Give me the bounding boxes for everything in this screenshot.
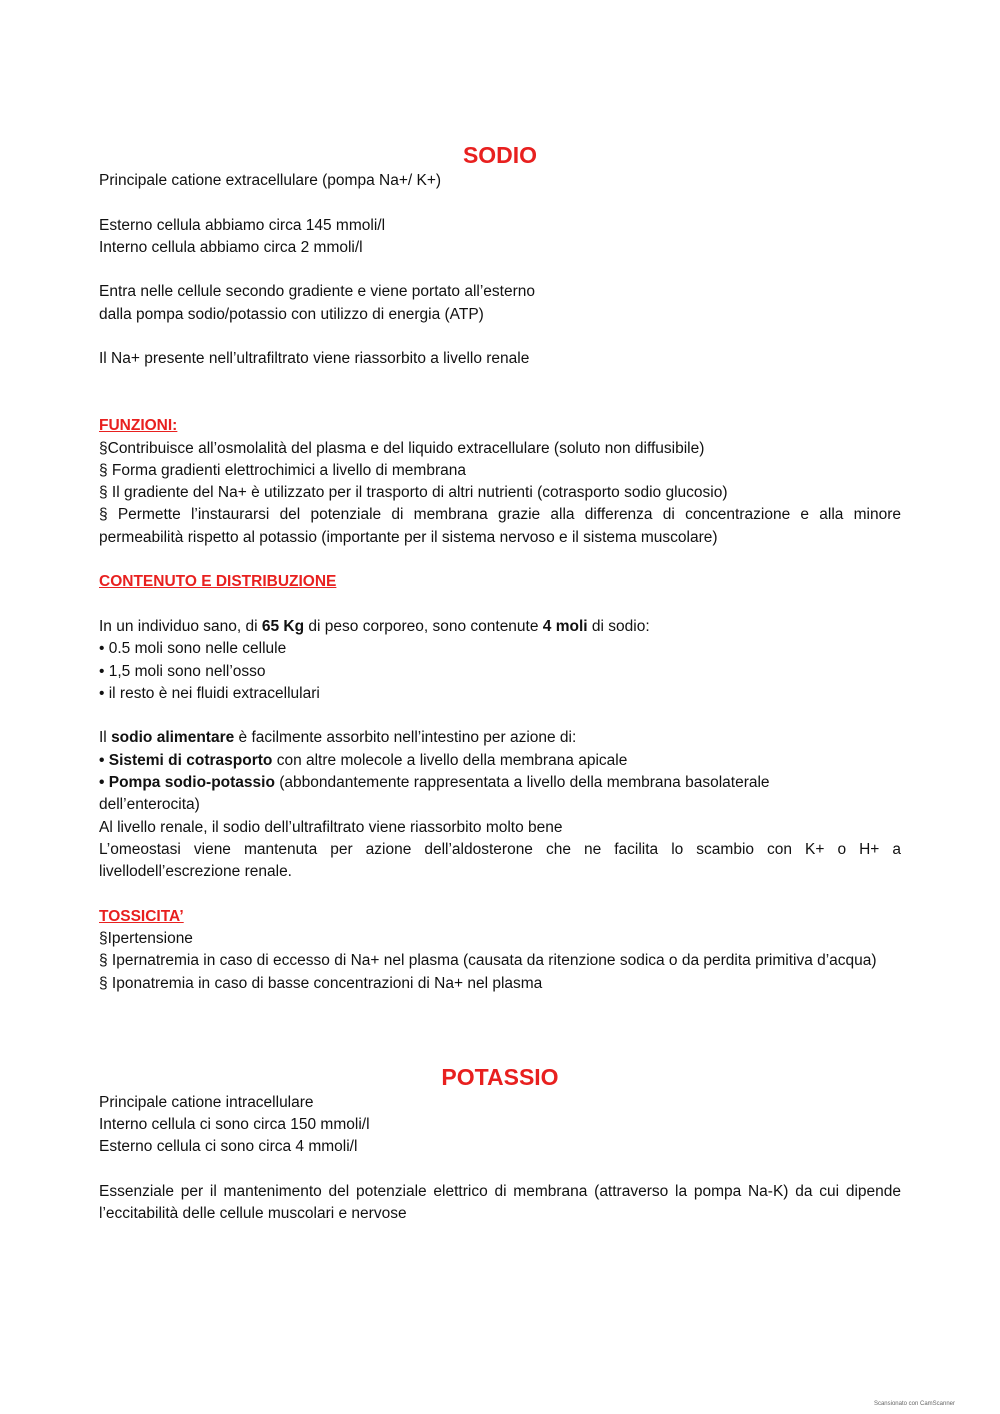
sodio-intro-line: Entra nelle cellule secondo gradiente e viene portato all’esterno <box>99 283 536 301</box>
potassio-paragraph: Essenziale per il mantenimento del potenziale elettrico di membrana (attraverso la pompa Na-K) da cui dipende l’eccitabilità delle cellule muscolari e nervose <box>99 1183 901 1223</box>
contenuto-bullet: • Sistemi di cotrasporto con altre molecole a livello della membrana apicale <box>99 751 628 769</box>
contenuto-bullet: • Pompa sodio-potassio (abbondantemente rappresentata a livello della membrana basolaterale dell’enterocita) <box>99 774 770 814</box>
sodio-intro-line: Esterno cellula abbiamo circa 145 mmoli/l <box>99 216 386 234</box>
tossicita-heading: TOSSICITA’ <box>99 907 184 925</box>
funzioni-item: § Forma gradienti elettrochimici a livello di membrana <box>99 461 466 479</box>
potassio-title: POTASSIO <box>441 1063 559 1090</box>
funzioni-item: §Contribuisce all’osmolalità del plasma e del liquido extracellulare (soluto non diffusibile) <box>99 439 705 457</box>
contenuto-bullet: • 1,5 moli sono nell’osso <box>99 662 266 680</box>
contenuto-paragraph: L’omeostasi viene mantenuta per azione dell’aldosterone che ne facilita lo scambio con K+ o H+ a livellodell’escrezione renale. <box>99 840 901 881</box>
contenuto-bullet: • 0.5 moli sono nelle cellule <box>99 640 287 658</box>
tossicita-item: §Ipertensione <box>99 930 193 948</box>
tossicita-item: § Ipernatremia in caso di eccesso di Na+ nel plasma (causata da ritenzione sodica o da perdita primitiva d’acqua) <box>99 952 877 970</box>
contenuto-paragraph: Il sodio alimentare è facilmente assorbito nell’intestino per azione di: <box>99 729 577 747</box>
potassio-intro-line: Esterno cellula ci sono circa 4 mmoli/l <box>99 1138 358 1156</box>
contenuto-heading: CONTENUTO E DISTRIBUZIONE <box>99 573 337 591</box>
contenuto-paragraph: In un individuo sano, di 65 Kg di peso corporeo, sono contenute 4 moli di sodio: <box>99 617 650 635</box>
sodio-intro-line: Il Na+ presente nell’ultrafiltrato viene riassorbito a livello renale <box>99 350 530 368</box>
potassio-intro-line: Principale catione intracellulare <box>99 1093 314 1111</box>
sodio-intro-line: Principale catione extracellulare (pompa Na+/ K+) <box>99 172 442 189</box>
potassio-intro-line: Interno cellula ci sono circa 150 mmoli/l <box>99 1116 370 1134</box>
funzioni-item: § Permette l’instaurarsi del potenziale di membrana grazie alla differenza di concentrazione e alla minore permeabilità rispetto al potassio (importante per il sistema nervoso e il sistema muscolare) <box>99 506 901 546</box>
document-page <box>99 140 901 1226</box>
sodio-intro-line: dalla pompa sodio/potassio con utilizzo di energia (ATP) <box>99 305 484 323</box>
sodio-title: SODIO <box>462 142 538 168</box>
contenuto-bullet: • il resto è nei fluidi extracellulari <box>99 684 320 702</box>
scanner-footer: Scansionato con CamScanner <box>873 1401 955 1407</box>
contenuto-paragraph: Al livello renale, il sodio dell’ultrafiltrato viene riassorbito molto bene <box>99 818 563 836</box>
funzioni-heading: FUNZIONI: <box>99 417 178 435</box>
sodio-intro-line: Interno cellula abbiamo circa 2 mmoli/l <box>99 238 363 256</box>
tossicita-item: § Iponatremia in caso di basse concentrazioni di Na+ nel plasma <box>99 974 543 992</box>
funzioni-item: § Il gradiente del Na+ è utilizzato per il trasporto di altri nutrienti (cotrasporto sodio glucosio) <box>99 484 728 502</box>
